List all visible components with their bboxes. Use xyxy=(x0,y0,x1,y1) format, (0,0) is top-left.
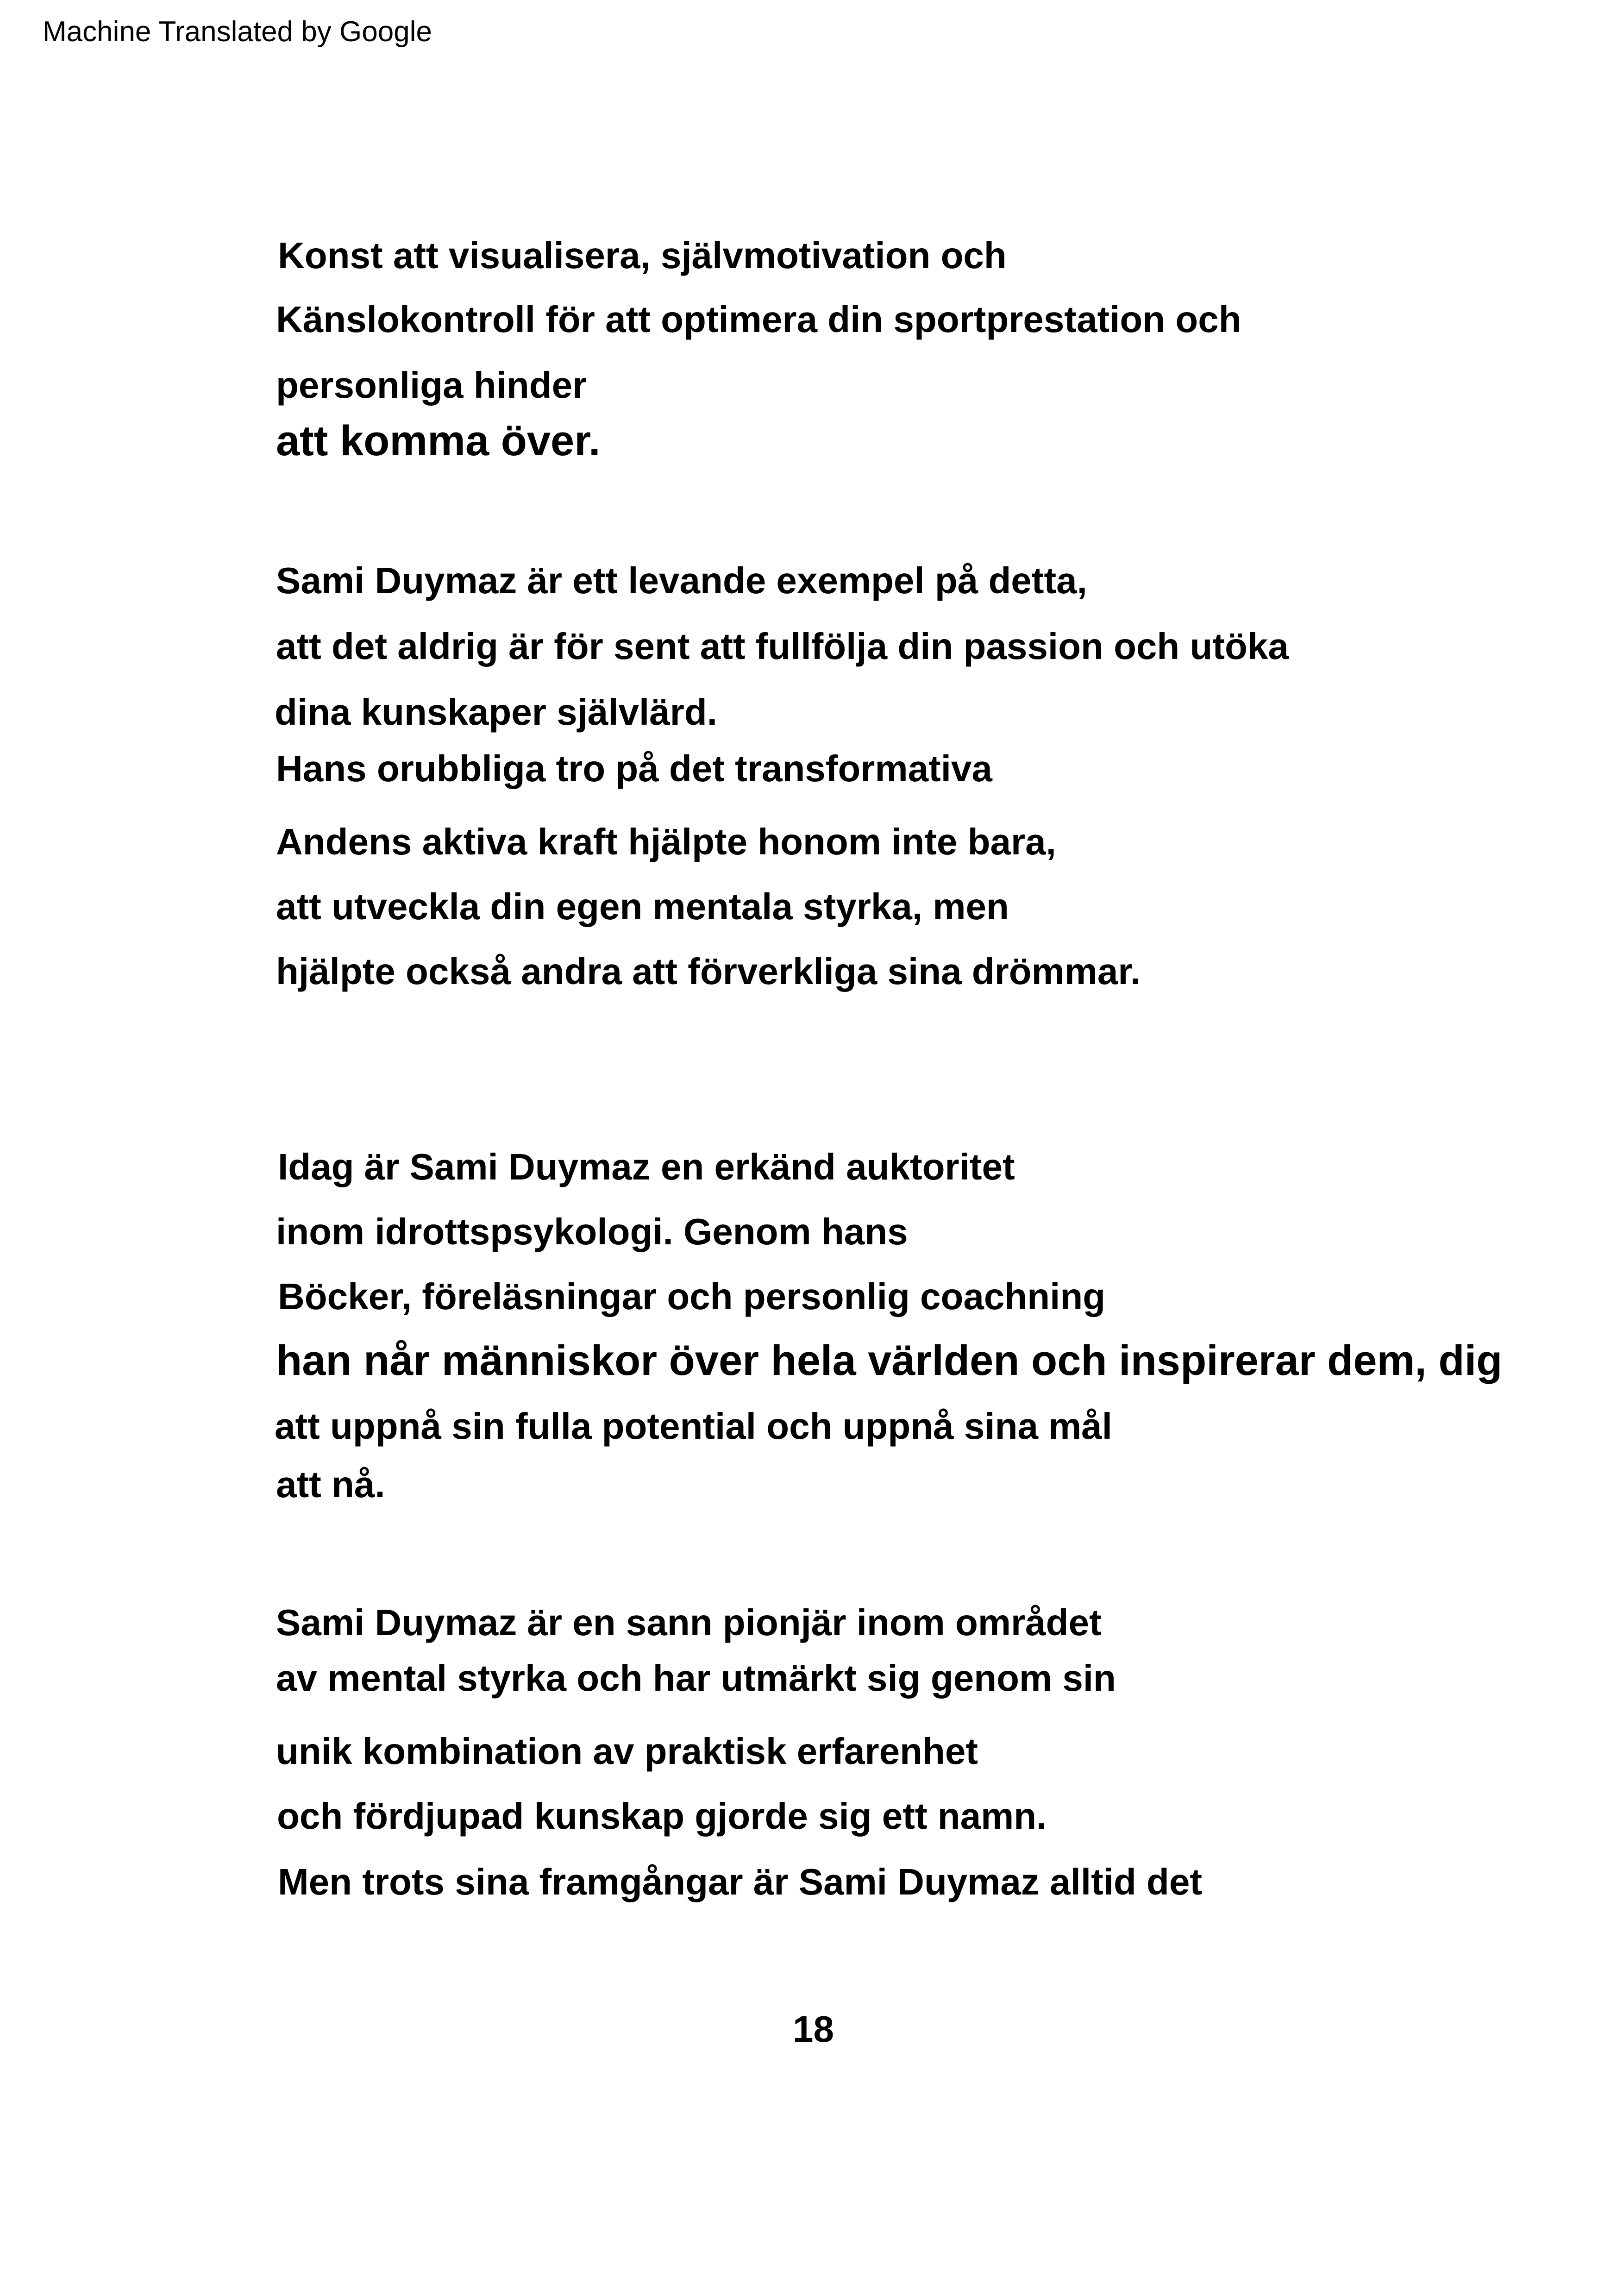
paragraph-3-line-1: Idag är Sami Duymaz en erkänd auktoritet xyxy=(278,1146,1015,1187)
paragraph-3-line-3: Böcker, föreläsningar och personlig coachning xyxy=(278,1276,1106,1317)
paragraph-2-line-7: hjälpte också andra att förverkliga sina drömmar. xyxy=(276,951,1141,992)
paragraph-4-line-1: Sami Duymaz är en sann pionjär inom området xyxy=(276,1602,1102,1643)
paragraph-4-line-4: och fördjupad kunskap gjorde sig ett namn. xyxy=(277,1795,1047,1837)
paragraph-3-line-4: han når människor över hela världen och inspirerar dem, dig xyxy=(276,1337,1503,1384)
page-number: 18 xyxy=(793,2008,834,2050)
paragraph-2-line-3: dina kunskaper självlärd. xyxy=(275,691,717,733)
paragraph-1-line-1: Konst att visualisera, självmotivation och xyxy=(278,235,1007,276)
paragraph-2-line-5: Andens aktiva kraft hjälpte honom inte bara, xyxy=(276,821,1056,862)
paragraph-2-line-4: Hans orubbliga tro på det transformativa xyxy=(276,748,992,789)
paragraph-2-line-6: att utveckla din egen mentala styrka, men xyxy=(276,886,1009,927)
paragraph-3-line-6: att nå. xyxy=(276,1464,385,1505)
paragraph-4-line-2: av mental styrka och har utmärkt sig genom sin xyxy=(276,1657,1116,1699)
paragraph-1-line-4: att komma över. xyxy=(276,417,601,464)
machine-translated-label: Machine Translated by Google xyxy=(43,16,432,48)
paragraph-3-line-2: inom idrottspsykologi. Genom hans xyxy=(276,1211,908,1252)
paragraph-1-line-3: personliga hinder xyxy=(276,364,587,406)
paragraph-4-line-3: unik kombination av praktisk erfarenhet xyxy=(276,1731,978,1772)
paragraph-2-line-1: Sami Duymaz är ett levande exempel på detta, xyxy=(276,560,1087,601)
paragraph-2-line-2: att det aldrig är för sent att fullfölja din passion och utöka xyxy=(276,626,1289,667)
paragraph-1-line-2: Känslokontroll för att optimera din sportprestation och xyxy=(276,299,1241,340)
paragraph-3-line-5: att uppnå sin fulla potential och uppnå sina mål xyxy=(275,1405,1113,1447)
paragraph-4-line-5: Men trots sina framgångar är Sami Duymaz alltid det xyxy=(278,1861,1203,1902)
